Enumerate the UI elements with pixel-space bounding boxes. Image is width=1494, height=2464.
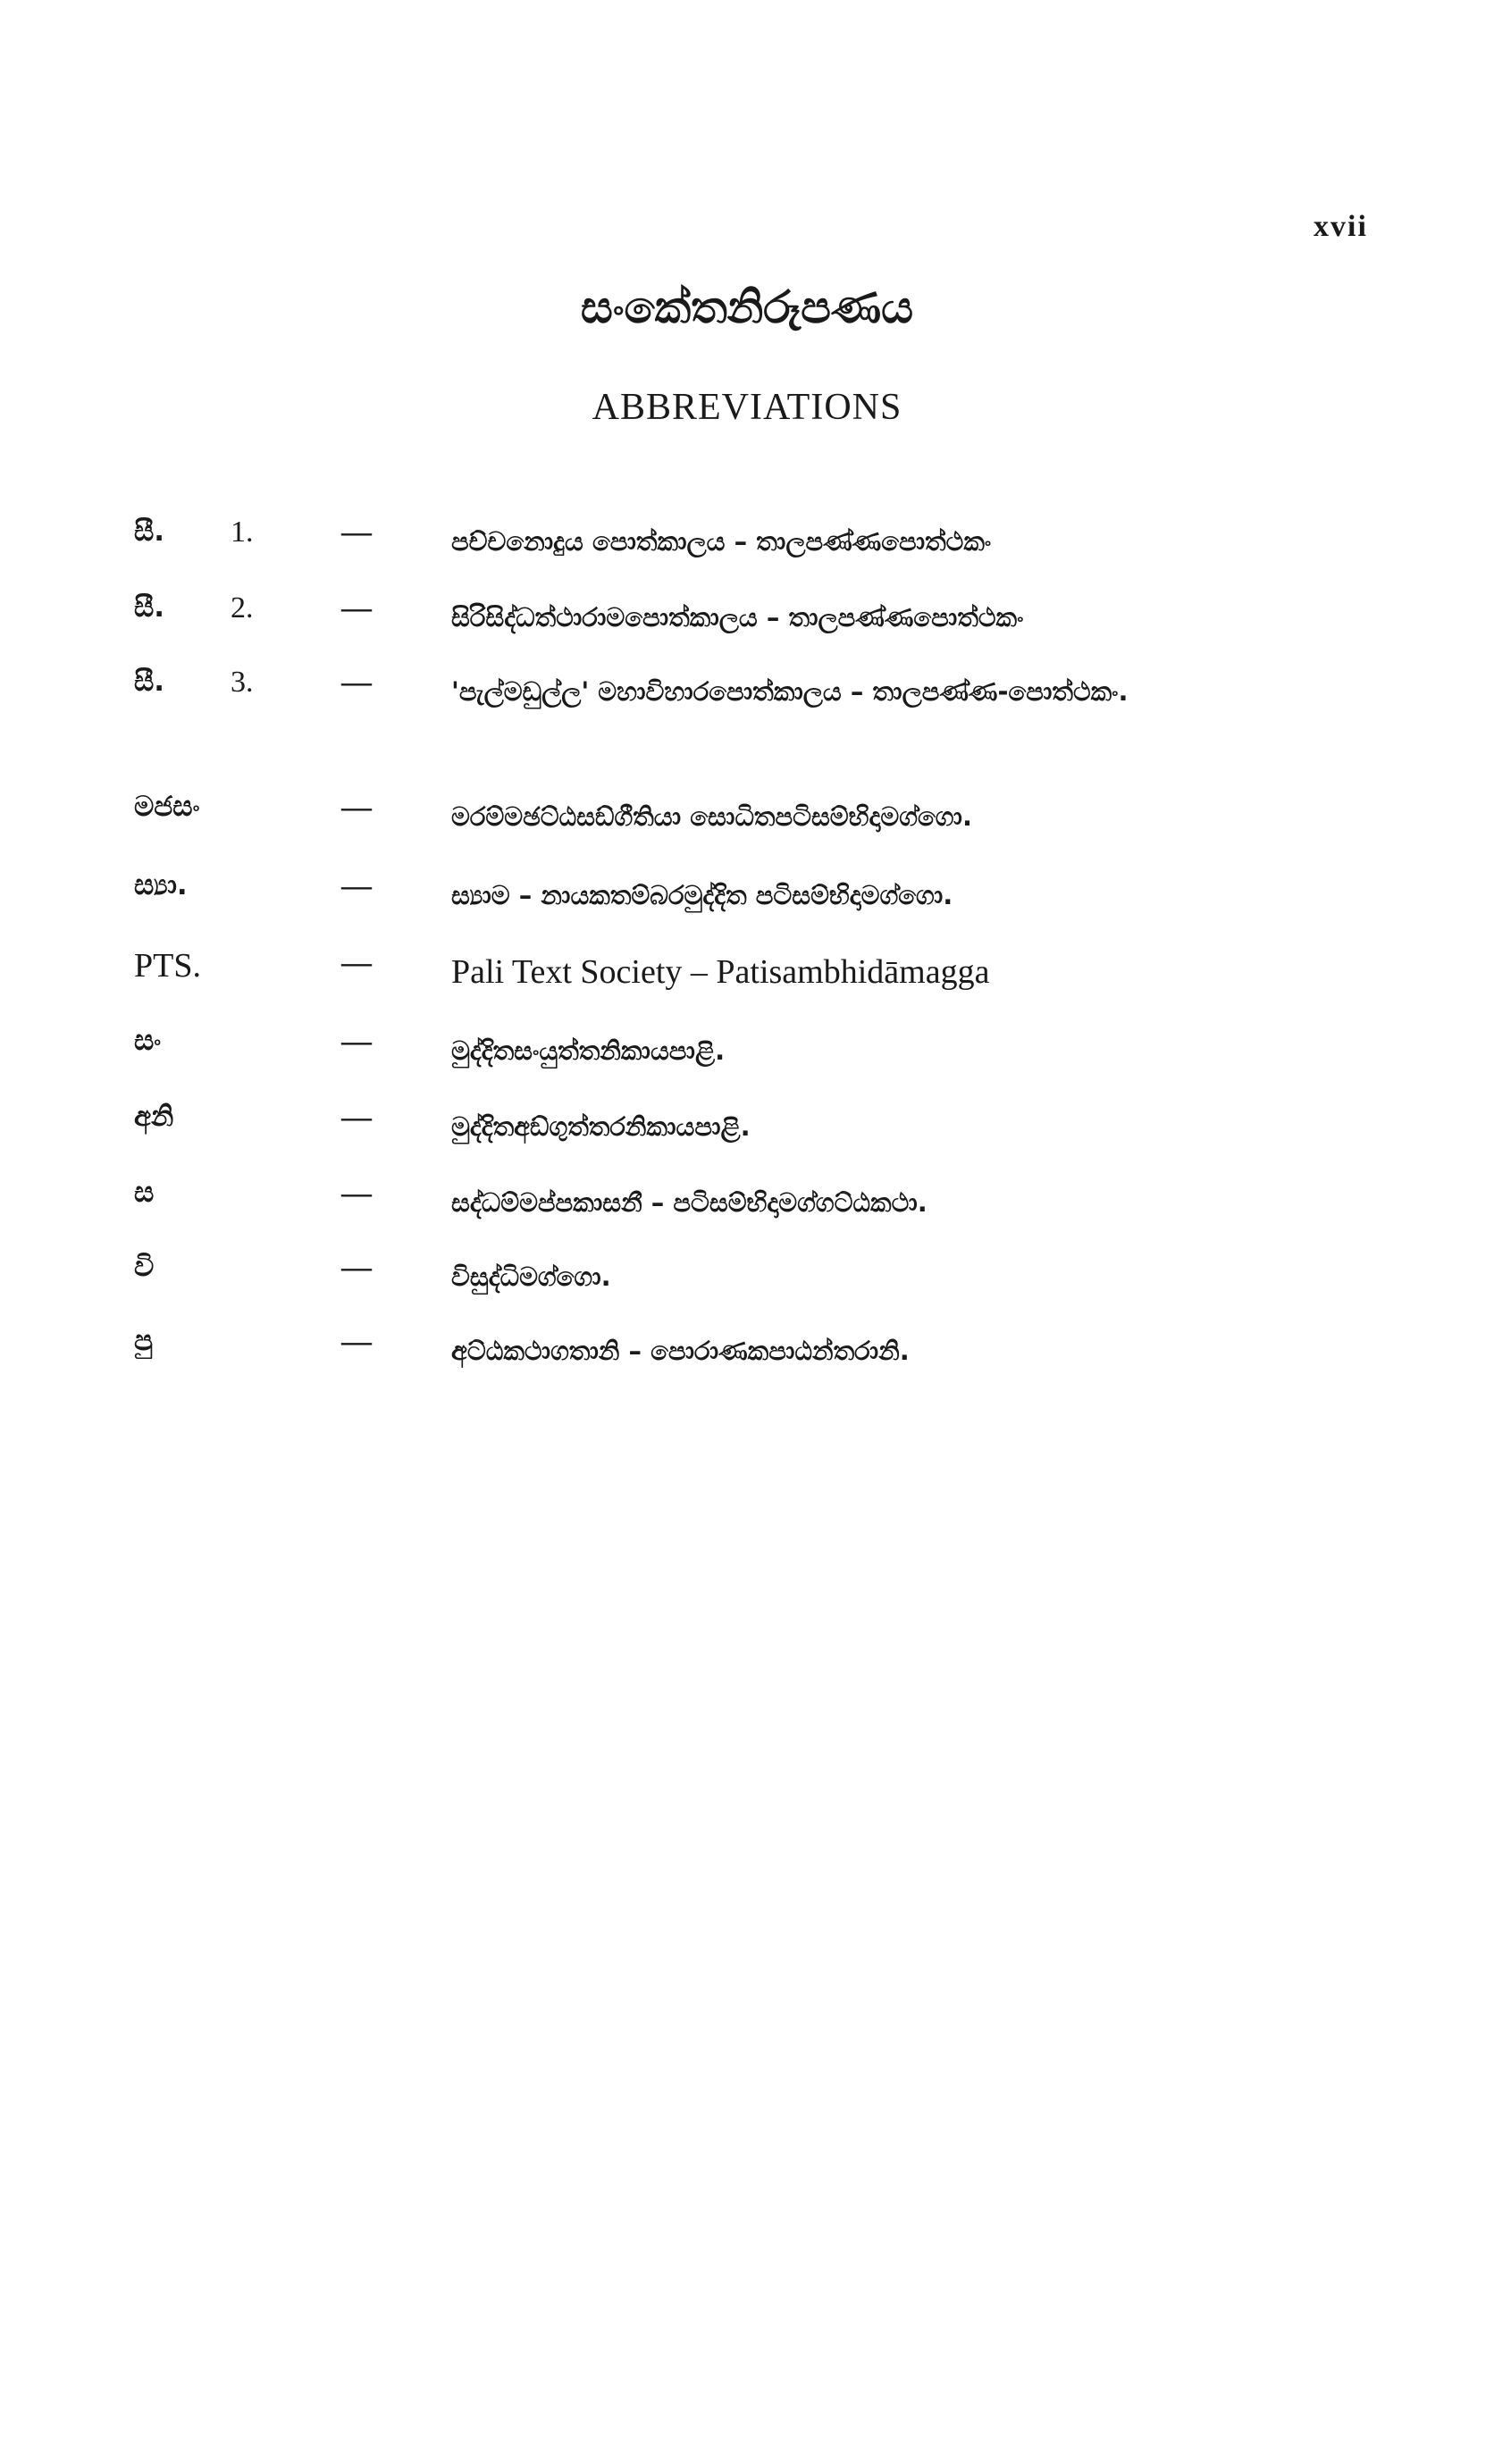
abbreviation: ස්‍යා. (134, 869, 188, 901)
abbreviation: සං (134, 1025, 162, 1057)
abbreviation: අනි (134, 1101, 174, 1133)
separator-dash: — (341, 791, 372, 824)
abbreviation: මජසං (134, 791, 200, 823)
abbreviation-number: 3. (231, 666, 254, 699)
separator-dash: — (341, 1025, 372, 1058)
abbreviation-meaning: 'පැල්මඩුල්ල' මහාවිහාරපොත්කාලය – තාලපණ්ණ-පොත්ථකං. (451, 676, 1129, 707)
abbreviation-meaning: ස්‍යාම – නායකතම්බරමුද්දිත පටිසම්භිදාමග්ගො. (451, 880, 953, 910)
abbreviation-meaning: මරම්මඡට්ඨසඞ්ගීතියා සොධිතපටිසම්භිදාමග්ගො. (451, 801, 972, 832)
abbreviation-meaning: සිරිසිද්ධත්ථාරාමපොත්කාලය – තාලපණ්ණපොත්ථකං (451, 602, 1024, 633)
abbreviation: PTS. (134, 947, 201, 985)
abbreviation-meaning: අට්ඨකථාගතානි – පොරාණකපාඨන්තරානි. (451, 1336, 910, 1366)
separator-dash: — (341, 1101, 372, 1134)
abbreviation: වි (134, 1251, 155, 1283)
page-title-english: ABBREVIATIONS (592, 387, 902, 428)
abbreviation-number: 1. (231, 515, 254, 549)
separator-dash: — (341, 869, 372, 902)
separator-dash: — (341, 1177, 372, 1210)
separator-dash: — (341, 1251, 372, 1284)
separator-dash: — (341, 1325, 372, 1358)
abbreviation-meaning: Pali Text Society – Patisambhidāmagga (451, 953, 990, 991)
abbreviation-meaning: පච්චනොදුය පොත්කාලය – තාලපණ්ණපොත්ථකං (451, 526, 992, 557)
page-number: xvii (1314, 210, 1368, 243)
abbreviation: ස (134, 1177, 155, 1209)
abbreviation: සී. (134, 666, 165, 698)
abbreviation: සී. (134, 591, 165, 624)
separator-dash: — (341, 591, 372, 624)
abbreviation-meaning: මුද්දිතසංයුත්තනිකායපාළි. (451, 1035, 726, 1066)
page-title-sinhala: සංකේතනිරූපණය (580, 281, 914, 333)
separator-dash: — (341, 515, 372, 549)
abbreviation: පු (134, 1325, 153, 1357)
abbreviation-meaning: විසුද්ධිමග්ගො. (451, 1261, 611, 1292)
abbreviation-number: 2. (231, 591, 254, 624)
abbreviation-meaning: සද්ධම්මප්පකාසනී – පටිසම්භිදාමග්ගට්ඨකථා. (451, 1187, 927, 1218)
abbreviation: සී. (134, 515, 165, 548)
separator-dash: — (341, 946, 372, 979)
abbreviation-meaning: මුද්දිතඅඞ්ගුත්තරනිකායපාළි. (451, 1111, 751, 1142)
separator-dash: — (341, 666, 372, 699)
